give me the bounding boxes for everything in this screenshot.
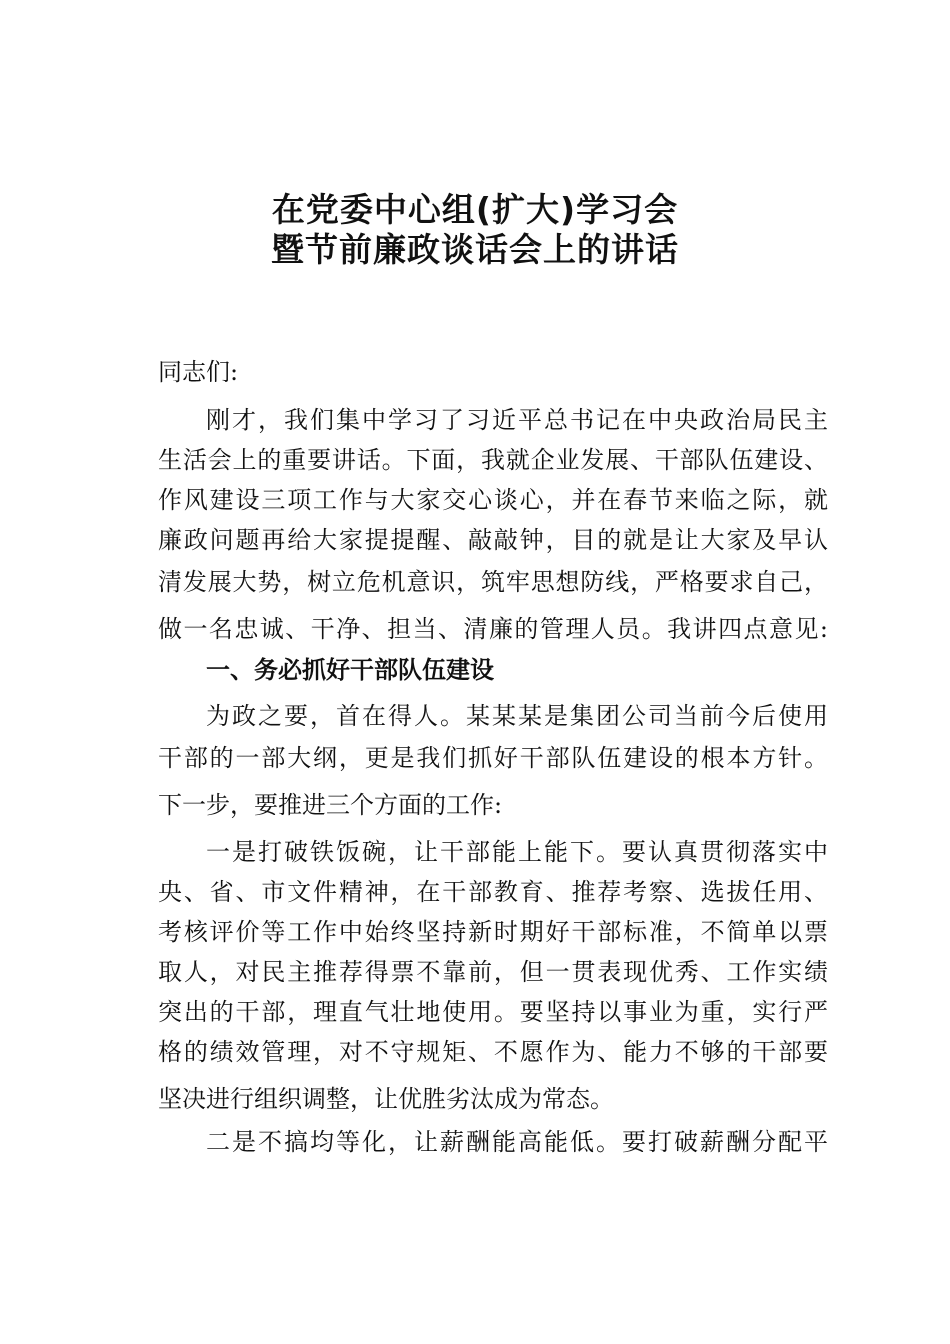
document-title-line-1: 在党委中心组(扩大)学习会 [271, 190, 679, 229]
paragraph-3-line-4: 取人，对民主推荐得票不靠前，但一贯表现优秀、工作实绩 [158, 958, 828, 986]
paragraph-3-line-7: 坚决进行组织调整，让优胜劣汰成为常态。 [158, 1085, 614, 1113]
document-title-line-2: 暨节前廉政谈话会上的讲话 [271, 230, 679, 269]
paragraph-1-line-4: 廉政问题再给大家提提醒、敲敲钟，目的就是让大家及早认 [158, 526, 828, 554]
paragraph-3-line-5: 突出的干部，理直气壮地使用。要坚持以事业为重，实行严 [158, 998, 828, 1026]
paragraph-2-line-3: 下一步，要推进三个方面的工作: [158, 791, 503, 819]
paragraph-1-line-1: 刚才，我们集中学习了习近平总书记在中央政治局民主 [206, 406, 828, 434]
paragraph-2-line-2: 干部的一部大纲，更是我们抓好干部队伍建设的根本方针。 [158, 744, 828, 772]
paragraph-1-line-6: 做一名忠诚、干净、担当、清廉的管理人员。我讲四点意见: [158, 615, 828, 643]
section-heading-1: 一、务必抓好干部队伍建设 [206, 656, 494, 684]
paragraph-3-line-1: 一是打破铁饭碗，让干部能上能下。要认真贯彻落实中 [206, 838, 828, 866]
paragraph-3-line-2: 央、省、市文件精神，在干部教育、推荐考察、选拔任用、 [158, 878, 828, 906]
paragraph-1-line-2: 生活会上的重要讲话。下面，我就企业发展、干部队伍建设、 [158, 446, 828, 474]
paragraph-3-line-6: 格的绩效管理，对不守规矩、不愿作为、能力不够的干部要 [158, 1038, 828, 1066]
paragraph-4-line-1: 二是不搞均等化，让薪酬能高能低。要打破薪酬分配平 [206, 1128, 828, 1156]
paragraph-1-line-3: 作风建设三项工作与大家交心谈心，并在春节来临之际，就 [158, 486, 828, 514]
paragraph-3-line-3: 考核评价等工作中始终坚持新时期好干部标准，不简单以票 [158, 918, 828, 946]
paragraph-1-line-5: 清发展大势，树立危机意识，筑牢思想防线，严格要求自己， [158, 568, 828, 596]
salutation: 同志们: [158, 358, 239, 386]
paragraph-2-line-1: 为政之要，首在得人。某某某是集团公司当前今后使用 [206, 702, 828, 730]
